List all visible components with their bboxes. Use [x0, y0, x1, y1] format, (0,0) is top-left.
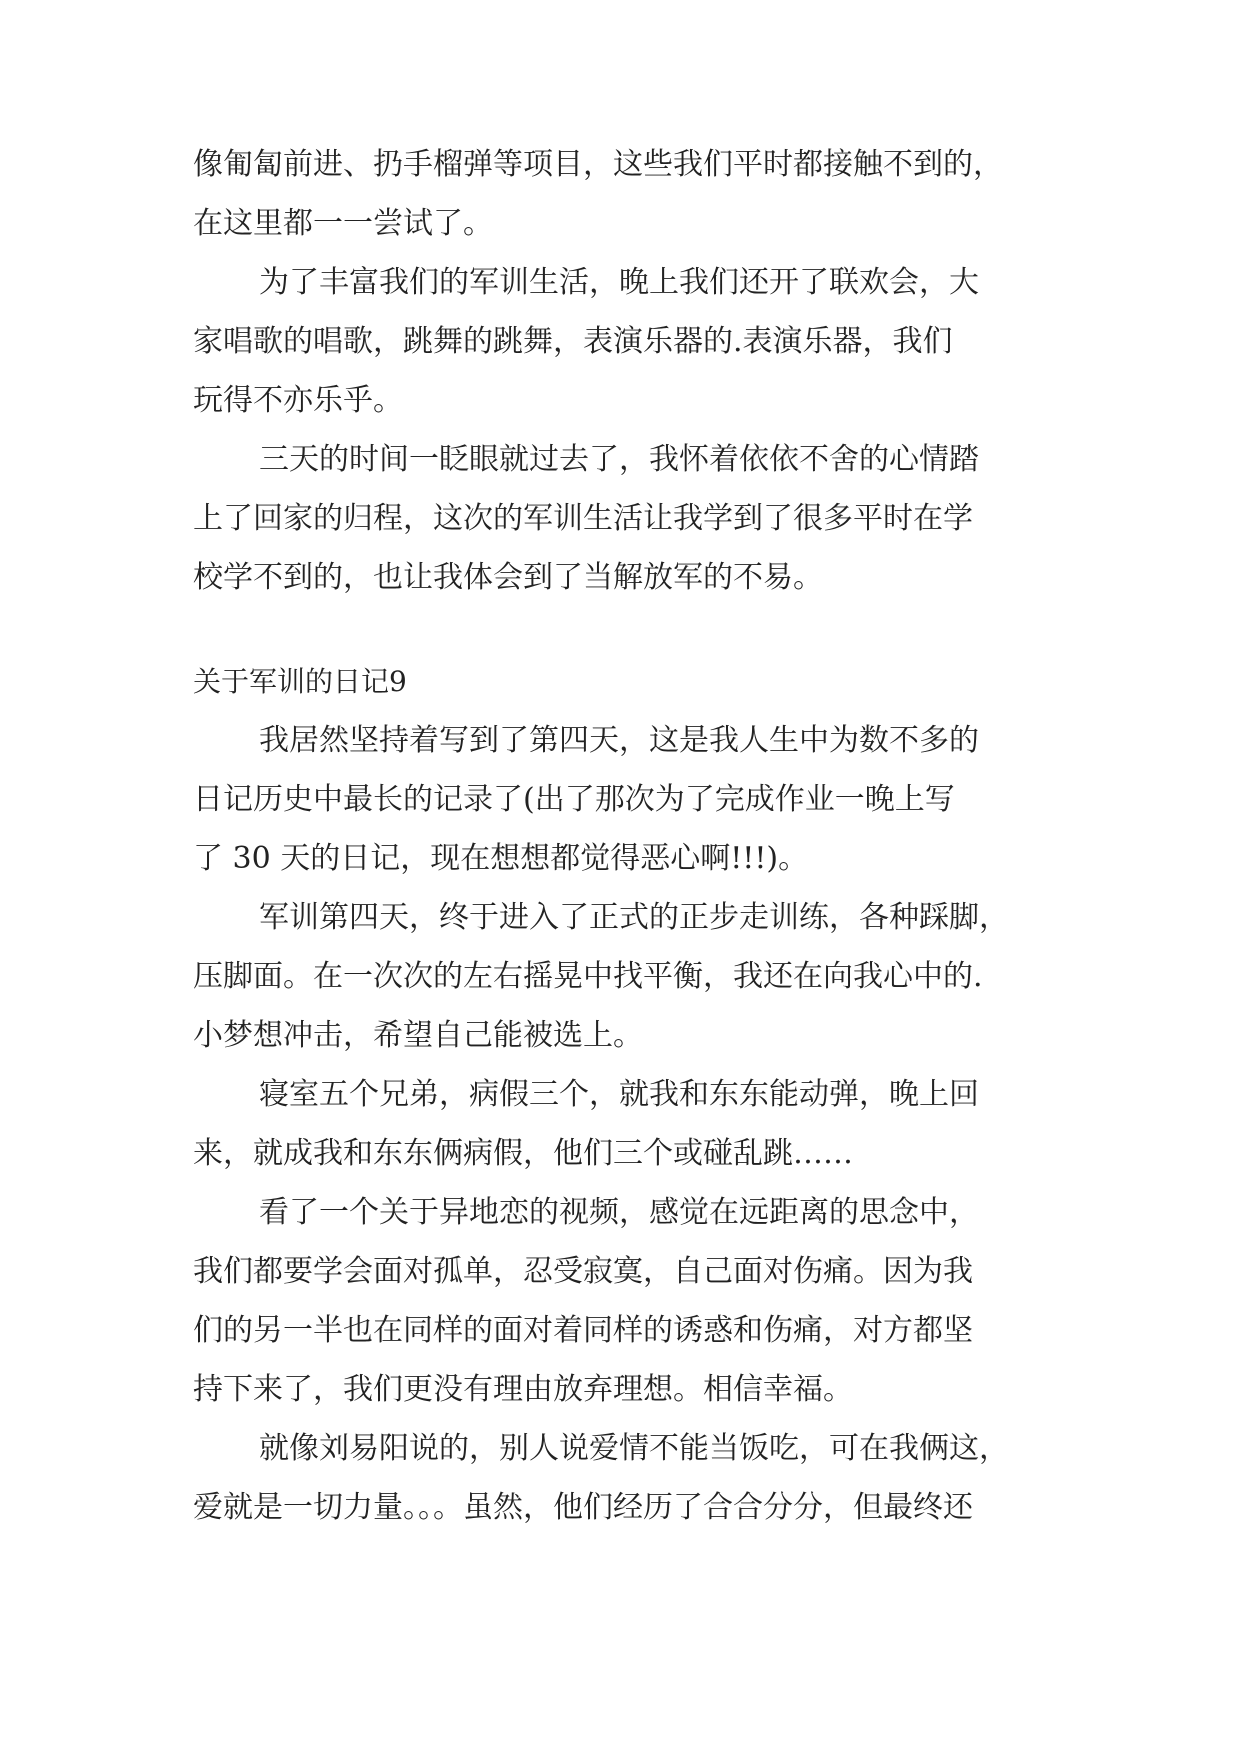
paragraph-line: 压脚面。在一次次的左右摇晃中找平衡，我还在向我心中的. [193, 959, 983, 994]
paragraph-line: 寝室五个兄弟，病假三个，就我和东东能动弹，晚上回 [259, 1077, 979, 1112]
paragraph-line: 三天的时间一眨眼就过去了，我怀着依依不舍的心情踏 [259, 442, 979, 477]
paragraph-line: 来，就成我和东东俩病假，他们三个或碰乱跳…… [193, 1136, 853, 1171]
paragraph-line: 就像刘易阳说的，别人说爱情不能当饭吃，可在我俩这， [259, 1431, 1009, 1466]
paragraph-line: 们的另一半也在同样的面对着同样的诱惑和伤痛，对方都坚 [193, 1313, 973, 1348]
paragraph-line: 小梦想冲击，希望自己能被选上。 [193, 1018, 643, 1053]
paragraph-line: 我们都要学会面对孤单，忍受寂寞，自己面对伤痛。因为我 [193, 1254, 973, 1289]
paragraph-line: 军训第四天，终于进入了正式的正步走训练，各种踩脚， [259, 900, 1009, 935]
section-heading: 关于军训的日记9 [193, 665, 407, 698]
paragraph-line: 爱就是一切力量。。。虽然，他们经历了合合分分，但最终还 [193, 1490, 973, 1525]
paragraph-line: 在这里都一一尝试了。 [193, 206, 493, 241]
paragraph-line: 校学不到的，也让我体会到了当解放军的不易。 [193, 560, 823, 595]
paragraph-line: 玩得不亦乐乎。 [193, 383, 403, 418]
paragraph-line: 看了一个关于异地恋的视频，感觉在远距离的思念中， [259, 1195, 979, 1230]
paragraph-line: 持下来了，我们更没有理由放弃理想。相信幸福。 [193, 1372, 853, 1407]
paragraph-line: 为了丰富我们的军训生活，晚上我们还开了联欢会，大 [259, 265, 979, 300]
document-body [193, 145, 1063, 1528]
paragraph-line: 我居然坚持着写到了第四天，这是我人生中为数不多的 [259, 723, 979, 758]
paragraph-line: 上了回家的归程，这次的军训生活让我学到了很多平时在学 [193, 501, 973, 536]
paragraph-line: 了 30 天的日记，现在想想都觉得恶心啊!!!)。 [193, 841, 809, 876]
paragraph-line: 日记历史中最长的记录了(出了那次为了完成作业一晚上写 [193, 782, 955, 817]
paragraph-line: 像匍匐前进、扔手榴弹等项目，这些我们平时都接触不到的， [193, 147, 1003, 182]
paragraph-line: 家唱歌的唱歌，跳舞的跳舞，表演乐器的.表演乐器，我们 [193, 324, 953, 359]
